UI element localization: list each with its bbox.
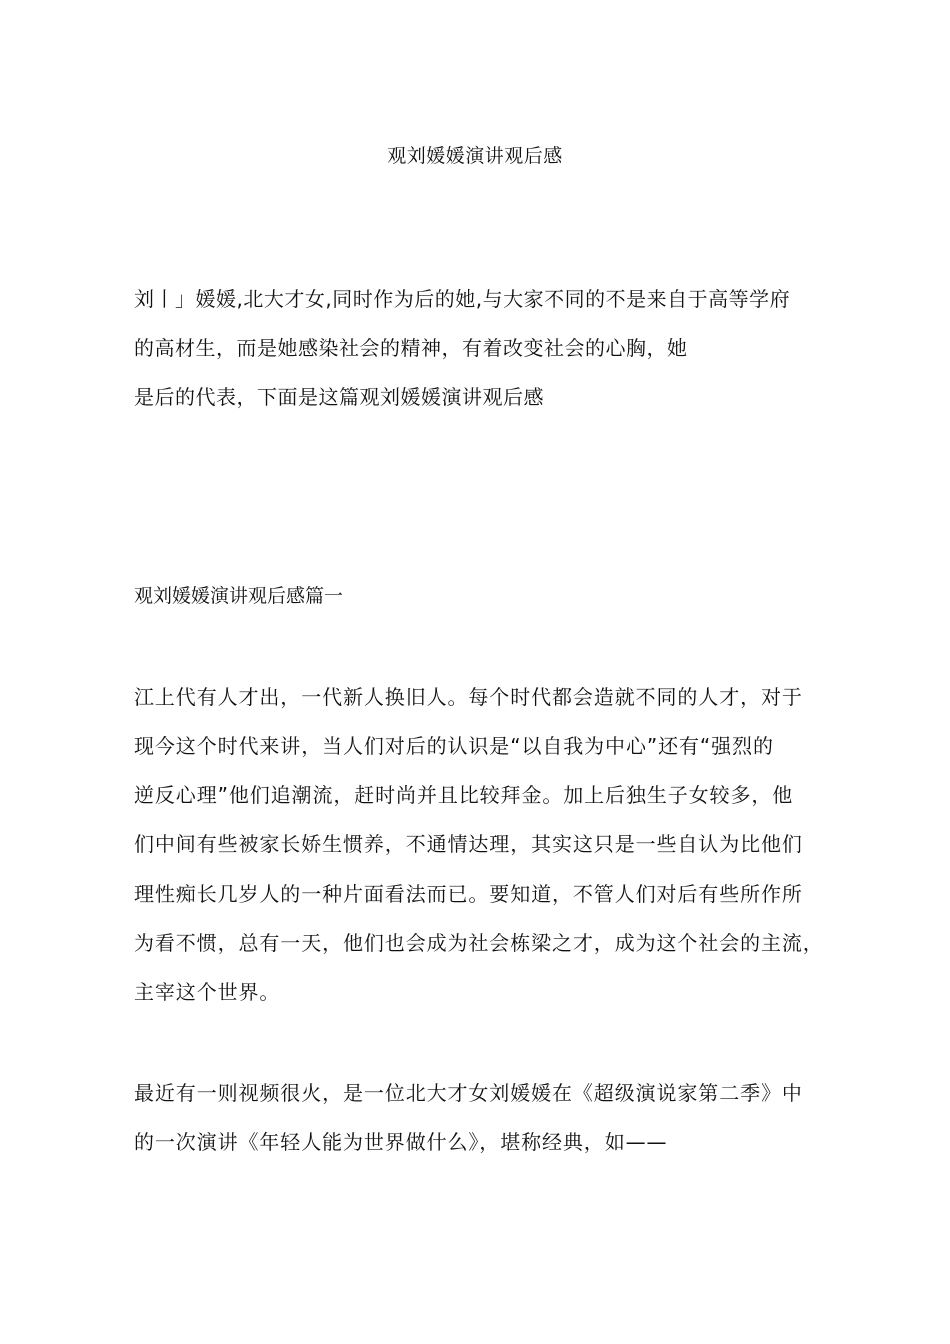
intro-line-2: 的高材生，而是她感染社会的精神，有着改变社会的心胸，她	[134, 336, 688, 360]
intro-line-1: 刘丨」媛媛,北大才女,同时作为后的她,与大家不同的不是来自于高等学府	[134, 287, 791, 311]
section-heading: 观刘媛媛演讲观后感篇一	[134, 585, 344, 607]
paragraph1-line-4: 们中间有些被家长娇生惯养，不通情达理，其实这只是一些自认为比他们	[134, 832, 803, 856]
paragraph1-line-2: 现今这个时代来讲，当人们对后的认识是“以自我为中心”还有“强烈的	[134, 734, 774, 758]
paragraph2-line-1: 最近有一则视频很火，是一位北大才女刘媛媛在《超级演说家第二季》中	[134, 1081, 803, 1105]
paragraph1-line-6: 为看不惯，总有一天，他们也会成为社会栋梁之才，成为这个社会的主流，	[134, 931, 824, 955]
intro-line-3: 是后的代表，下面是这篇观刘媛媛演讲观后感	[134, 385, 544, 409]
paragraph2-line-2: 的一次演讲《年轻人能为世界做什么》，堪称经典，如——	[134, 1130, 668, 1154]
paragraph1-line-1: 江上代有人才出，一代新人换旧人。每个时代都会造就不同的人才，对于	[134, 685, 803, 709]
document-title: 观刘媛媛演讲观后感	[387, 145, 563, 167]
paragraph1-line-3: 逆反心理”他们追潮流，赶时尚并且比较拜金。加上后独生子女较多，他	[134, 783, 794, 807]
paragraph1-line-7: 主宰这个世界。	[134, 980, 281, 1004]
paragraph1-line-5: 理性痴长几岁人的一种片面看法而已。要知道，不管人们对后有些所作所	[134, 882, 803, 906]
